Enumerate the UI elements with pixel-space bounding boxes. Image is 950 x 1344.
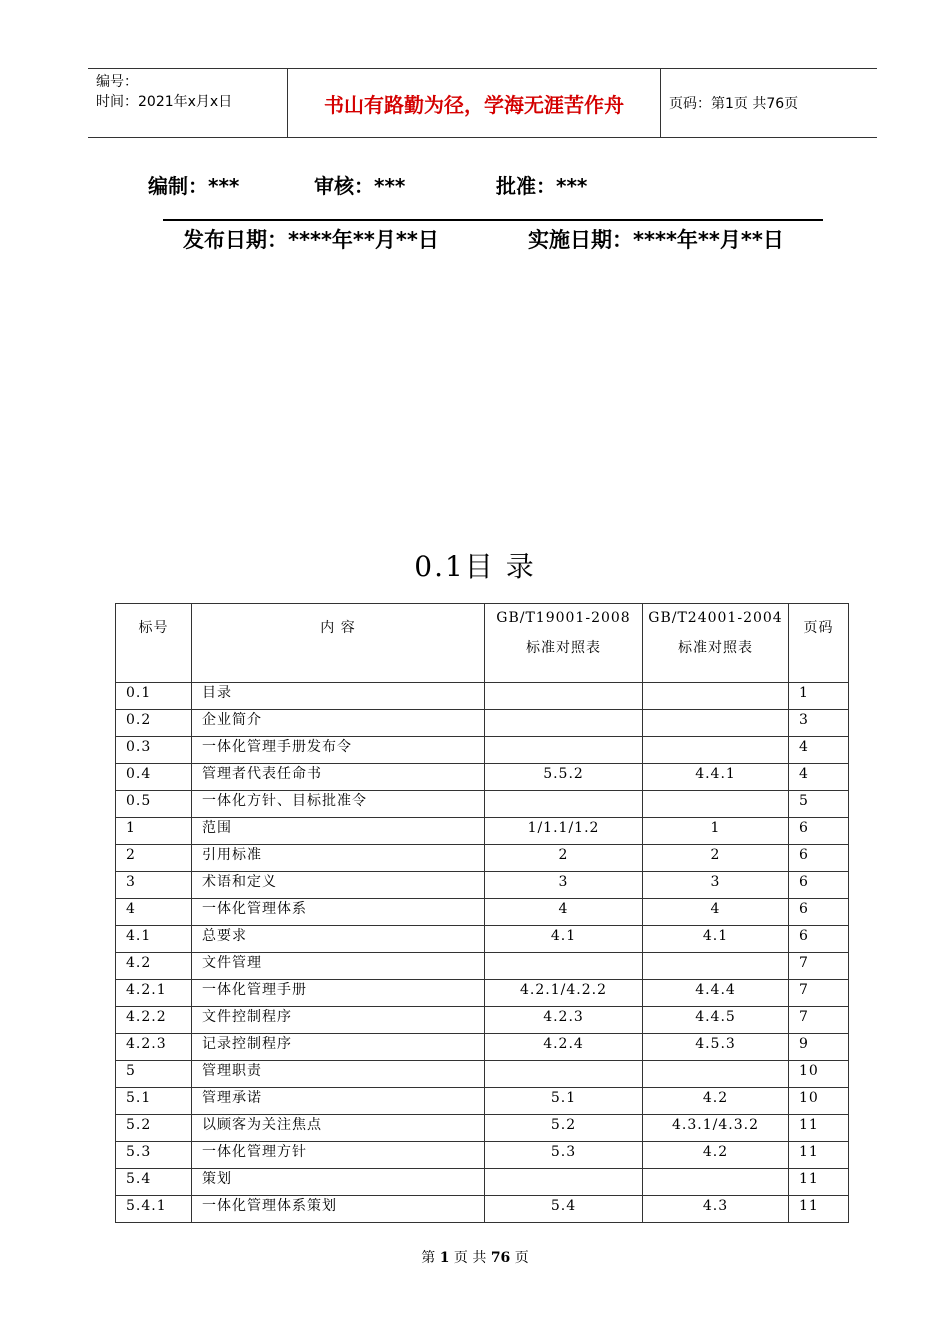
toc-cell-content: 管理者代表任命书 (192, 764, 485, 791)
table-row (116, 926, 849, 953)
toc-cell-gb24001 (643, 791, 789, 818)
table-row (116, 1142, 849, 1169)
table-row (116, 1061, 849, 1088)
toc-cell-num: 0.2 (116, 710, 192, 737)
document-time: 时间：2021年x月x日 (96, 94, 233, 110)
toc-cell-content: 一体化管理体系 (192, 899, 485, 926)
toc-cell-page: 5 (789, 791, 849, 818)
toc-cell-gb19001: 4.1 (485, 926, 643, 953)
table-row (116, 980, 849, 1007)
toc-cell-gb19001 (485, 737, 643, 764)
toc-cell-num: 0.1 (116, 683, 192, 710)
toc-cell-content: 企业简介 (192, 710, 485, 737)
toc-cell-gb19001: 5.3 (485, 1142, 643, 1169)
toc-cell-num: 1 (116, 818, 192, 845)
toc-cell-content: 文件控制程序 (192, 1007, 485, 1034)
toc-cell-page: 6 (789, 899, 849, 926)
toc-cell-content: 一体化管理手册发布令 (192, 737, 485, 764)
toc-cell-gb24001: 2 (643, 845, 789, 872)
toc-cell-gb19001 (485, 710, 643, 737)
toc-cell-gb19001: 2 (485, 845, 643, 872)
toc-cell-gb19001: 5.2 (485, 1115, 643, 1142)
toc-cell-content: 管理承诺 (192, 1088, 485, 1115)
toc-cell-gb24001: 4.4.1 (643, 764, 789, 791)
toc-cell-gb24001: 4.3 (643, 1196, 789, 1223)
toc-cell-page: 1 (789, 683, 849, 710)
toc-cell-gb24001 (643, 1169, 789, 1196)
toc-cell-page: 11 (789, 1142, 849, 1169)
toc-cell-gb24001: 4.5.3 (643, 1034, 789, 1061)
toc-cell-content: 管理职责 (192, 1061, 485, 1088)
page-footer (0, 1247, 950, 1267)
toc-cell-gb19001: 5.5.2 (485, 764, 643, 791)
toc-cell-page: 4 (789, 764, 849, 791)
toc-cell-num: 5 (116, 1061, 192, 1088)
page-header (88, 68, 877, 138)
toc-cell-page: 11 (789, 1115, 849, 1142)
toc-cell-gb19001 (485, 683, 643, 710)
toc-cell-page: 10 (789, 1061, 849, 1088)
toc-cell-gb24001: 4.3.1/4.3.2 (643, 1115, 789, 1142)
toc-cell-page: 11 (789, 1169, 849, 1196)
table-row (116, 764, 849, 791)
toc-cell-page: 11 (789, 1196, 849, 1223)
header-page-info: 页码：第1页 共76页 (669, 96, 799, 112)
reviewed-by: 审核：*** (314, 174, 406, 198)
col-header-num: 标号 (116, 604, 192, 683)
footer-prefix: 第 (421, 1250, 436, 1266)
table-row (116, 818, 849, 845)
toc-cell-content: 总要求 (192, 926, 485, 953)
toc-cell-page: 7 (789, 1007, 849, 1034)
table-row (116, 872, 849, 899)
toc-cell-gb19001: 5.4 (485, 1196, 643, 1223)
release-date: 发布日期：****年**月**日 (183, 228, 439, 252)
table-row (116, 791, 849, 818)
toc-cell-page: 7 (789, 980, 849, 1007)
col-header-content: 内 容 (192, 604, 485, 683)
toc-cell-gb19001 (485, 1169, 643, 1196)
toc-cell-page: 6 (789, 818, 849, 845)
toc-cell-gb24001 (643, 710, 789, 737)
toc-cell-num: 0.3 (116, 737, 192, 764)
table-row (116, 1115, 849, 1142)
footer-middle: 页 共 (453, 1250, 487, 1266)
toc-cell-page: 6 (789, 845, 849, 872)
toc-header-row (116, 604, 849, 683)
header-meta (88, 69, 288, 137)
header-motto: 书山有路勤为径，学海无涯苦作舟 (288, 69, 661, 137)
toc-cell-gb19001: 5.1 (485, 1088, 643, 1115)
toc-cell-content: 策划 (192, 1169, 485, 1196)
table-row (116, 710, 849, 737)
toc-cell-gb24001 (643, 953, 789, 980)
toc-cell-content: 范围 (192, 818, 485, 845)
table-row (116, 1007, 849, 1034)
toc-cell-content: 一体化管理体系策划 (192, 1196, 485, 1223)
toc-cell-num: 4.2.3 (116, 1034, 192, 1061)
toc-cell-num: 2 (116, 845, 192, 872)
toc-cell-num: 5.4 (116, 1169, 192, 1196)
toc-cell-gb24001 (643, 1061, 789, 1088)
toc-cell-num: 5.3 (116, 1142, 192, 1169)
toc-cell-gb24001: 4 (643, 899, 789, 926)
footer-suffix: 页 (514, 1250, 529, 1266)
toc-cell-gb24001: 4.4.4 (643, 980, 789, 1007)
table-row (116, 1169, 849, 1196)
toc-cell-num: 4.2.1 (116, 980, 192, 1007)
toc-cell-num: 5.1 (116, 1088, 192, 1115)
toc-cell-gb19001: 4.2.1/4.2.2 (485, 980, 643, 1007)
table-row (116, 1196, 849, 1223)
gb19001-code: GB/T19001-2008 (496, 610, 631, 626)
gb24001-code: GB/T24001-2004 (648, 610, 783, 626)
toc-cell-gb24001: 4.4.5 (643, 1007, 789, 1034)
toc-cell-content: 一体化管理方针 (192, 1142, 485, 1169)
table-row (116, 1088, 849, 1115)
implement-date: 实施日期：****年**月**日 (528, 228, 784, 252)
gb24001-label: 标准对照表 (678, 640, 753, 656)
toc-cell-gb19001: 3 (485, 872, 643, 899)
table-row (116, 899, 849, 926)
toc-cell-num: 4.2.2 (116, 1007, 192, 1034)
toc-cell-gb24001: 4.2 (643, 1088, 789, 1115)
table-row (116, 737, 849, 764)
toc-cell-page: 10 (789, 1088, 849, 1115)
toc-cell-num: 4.1 (116, 926, 192, 953)
compiled-by: 编制：*** (148, 174, 240, 198)
toc-cell-num: 4.2 (116, 953, 192, 980)
toc-cell-content: 一体化管理手册 (192, 980, 485, 1007)
col-header-gb19001 (485, 604, 643, 683)
toc-cell-gb19001: 4.2.3 (485, 1007, 643, 1034)
toc-cell-page: 6 (789, 926, 849, 953)
toc-cell-gb24001: 1 (643, 818, 789, 845)
toc-cell-page: 7 (789, 953, 849, 980)
table-row (116, 845, 849, 872)
toc-cell-page: 6 (789, 872, 849, 899)
gb19001-label: 标准对照表 (526, 640, 601, 656)
toc-cell-gb19001 (485, 1061, 643, 1088)
document-number-label: 编号： (96, 74, 138, 90)
toc-cell-gb24001: 3 (643, 872, 789, 899)
toc-cell-num: 4 (116, 899, 192, 926)
divider-line (163, 219, 823, 221)
toc-cell-gb19001 (485, 791, 643, 818)
toc-body (116, 683, 849, 1223)
toc-title: 0.1目 录 (414, 550, 536, 583)
toc-cell-gb19001: 1/1.1/1.2 (485, 818, 643, 845)
toc-cell-gb24001: 4.1 (643, 926, 789, 953)
toc-cell-content: 记录控制程序 (192, 1034, 485, 1061)
toc-table (115, 603, 849, 1223)
col-header-page: 页码 (789, 604, 849, 683)
toc-cell-num: 3 (116, 872, 192, 899)
toc-cell-content: 一体化方针、目标批准令 (192, 791, 485, 818)
toc-cell-page: 9 (789, 1034, 849, 1061)
toc-cell-page: 4 (789, 737, 849, 764)
col-header-gb24001 (643, 604, 789, 683)
toc-cell-gb24001 (643, 683, 789, 710)
table-row (116, 953, 849, 980)
approved-by: 批准：*** (496, 174, 588, 198)
footer-total-pages: 76 (490, 1250, 511, 1266)
toc-cell-gb19001: 4.2.4 (485, 1034, 643, 1061)
toc-cell-gb24001: 4.2 (643, 1142, 789, 1169)
table-row (116, 1034, 849, 1061)
toc-cell-content: 文件管理 (192, 953, 485, 980)
table-row (116, 683, 849, 710)
toc-cell-num: 0.5 (116, 791, 192, 818)
toc-cell-content: 目录 (192, 683, 485, 710)
toc-cell-num: 5.4.1 (116, 1196, 192, 1223)
toc-cell-content: 术语和定义 (192, 872, 485, 899)
toc-cell-gb24001 (643, 737, 789, 764)
toc-cell-gb19001: 4 (485, 899, 643, 926)
toc-cell-num: 0.4 (116, 764, 192, 791)
footer-page-number: 1 (439, 1250, 450, 1266)
toc-cell-num: 5.2 (116, 1115, 192, 1142)
toc-cell-gb19001 (485, 953, 643, 980)
toc-cell-content: 引用标准 (192, 845, 485, 872)
toc-cell-content: 以顾客为关注焦点 (192, 1115, 485, 1142)
toc-cell-page: 3 (789, 710, 849, 737)
